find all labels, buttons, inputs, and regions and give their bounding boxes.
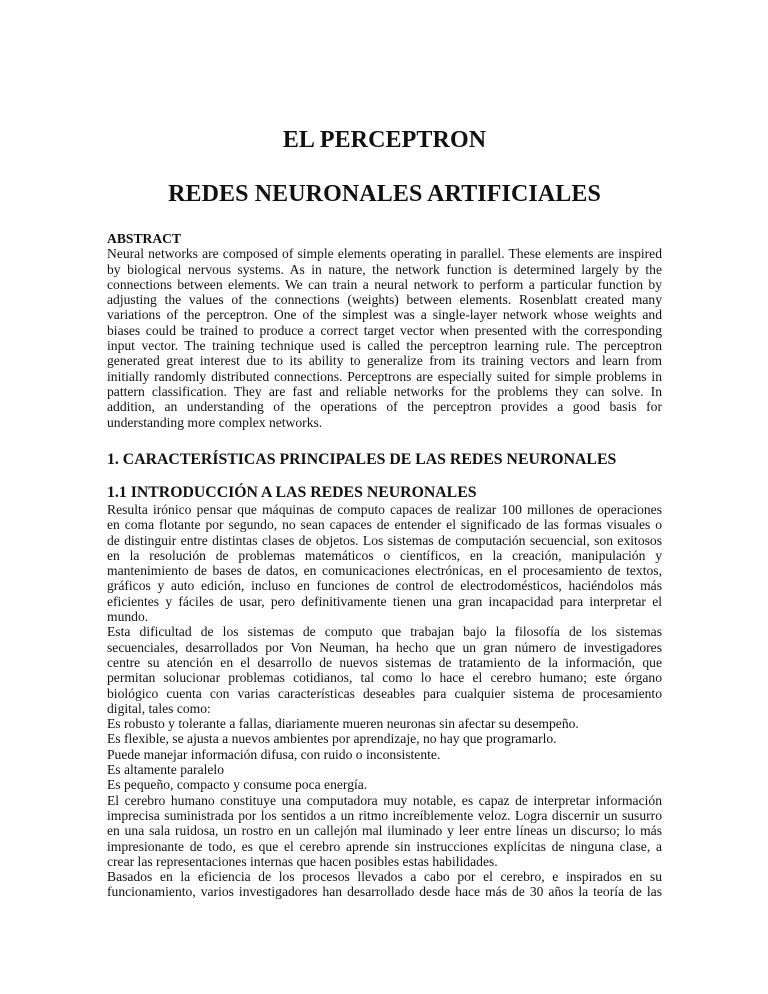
abstract-line: Neural networks are composed of simple elements operating in parallel. These elements are inspired (107, 246, 662, 262)
body-line: centre su atención en el desarrollo de nuevos sistemas de tratamiento de la información, que (107, 654, 662, 670)
abstract-line: generated great interest due to its ability to generalize from its training vectors and learn from (107, 353, 662, 369)
abstract-text (107, 246, 662, 430)
body-line: crear las representaciones internas que hacen posibles estas habilidades. (107, 853, 498, 869)
abstract-heading: ABSTRACT (107, 231, 182, 246)
body-line: en una sala ruidosa, un rostro en un callejón mal iluminado y leer entre líneas un discurso; lo más (107, 823, 662, 839)
body-line: mantenimiento de bases de datos, en comunicaciones electrónicas, en el procesamiento de textos, (107, 563, 662, 579)
body-line: El cerebro humano constituye una computadora muy notable, es capaz de interpretar información (107, 792, 662, 808)
abstract-line: adjusting the values of the connections (weights) between elements. Rosenblatt created many (107, 292, 662, 308)
document-title: EL PERCEPTRON (282, 127, 487, 153)
abstract-line: by biological nervous systems. As in nature, the network function is determined largely by the (107, 261, 662, 277)
section-1-1 (107, 484, 662, 900)
section-body-text (107, 502, 662, 900)
body-line: Es pequeño, compacto y consume poca energía. (107, 777, 368, 793)
body-line: Es altamente paralelo (107, 762, 225, 778)
body-line: Es robusto y tolerante a fallas, diariamente mueren neuronas sin afectar su desempeño. (107, 716, 579, 732)
body-line: impresionante de todo, es que el cerebro aprende sin instrucciones explícitas de ninguna clase, a (107, 838, 662, 854)
body-line: biológico cuenta con varias características deseables para cualquier sistema de procesamiento (107, 685, 662, 701)
body-line: de distinguir entre distintas clases de objetos. Los sistemas de computación secuencial, son exitosos (107, 532, 662, 548)
body-line: Es flexible, se ajusta a nuevos ambientes por aprendizaje, no hay que programarlo. (107, 731, 557, 747)
abstract-line: variations of the perceptron. One of the simplest was a single-layer network whose weights and (107, 307, 662, 323)
abstract-line: input vector. The training technique used is called the perceptron learning rule. The perceptron (107, 338, 662, 354)
section-heading-1-1: 1.1 INTRODUCCIÓN A LAS REDES NEURONALES (107, 484, 477, 501)
body-line: funcionamiento, varios investigadores han desarrollado desde hace más de 30 años la teoría de las (107, 884, 662, 900)
abstract-line: biases could be trained to produce a correct target vector when presented with the corresponding (107, 322, 662, 338)
body-line: permitan solucionar problemas cotidianos, tal como lo hace el cerebro humano; este órgano (107, 670, 662, 686)
body-line: en la resolución de problemas matemáticos o científicos, en la creación, manipulación y (107, 547, 662, 563)
body-line: digital, tales como: (107, 700, 211, 716)
abstract-line: initially randomly distributed connections. Perceptrons are especially suited for simple problems in (107, 368, 662, 384)
body-line: Esta dificultad de los sistemas de computo que trabajan bajo la filosofía de los sistemas (107, 624, 662, 640)
abstract-line: connections between elements. We can train a neural network to perform a particular function by (107, 276, 662, 292)
abstract-line: addition, an understanding of the operations of the perceptron provides a good basis for (107, 399, 662, 415)
abstract-line: pattern classification. They are fast and reliable networks for the problems they can solve. In (107, 383, 662, 399)
body-line: Basados en la eficiencia de los procesos llevados a cabo por el cerebro, e inspirados en su (107, 869, 662, 885)
abstract-line: understanding more complex networks. (107, 414, 323, 430)
body-line: eficientes y fáciles de usar, pero definitivamente tienen una gran incapacidad para interpretar el (107, 593, 662, 609)
body-line: imprecisa suministrada por los sentidos a un ritmo increíblemente veloz. Logra discernir un susurro (107, 807, 662, 823)
body-line: en coma flotante por segundo, no sean capaces de entender el significado de las formas visuales o (107, 517, 662, 533)
body-line: gráficos y auto edición, incluso en funciones de control de electrodomésticos, haciéndolos más (107, 578, 662, 594)
body-line: secuenciales, desarrollados por Von Neuman, ha hecho que un gran número de investigadores (107, 639, 662, 655)
body-line: Puede manejar información difusa, con ruido o inconsistente. (107, 746, 441, 762)
document-subtitle: REDES NEURONALES ARTIFICIALES (168, 181, 601, 207)
body-line: mundo. (107, 609, 149, 625)
section-heading-1: 1. CARACTERÍSTICAS PRINCIPALES DE LAS REDES NEURONALES (107, 451, 617, 468)
abstract-section (107, 231, 662, 430)
body-line: Resulta irónico pensar que máquinas de computo capaces de realizar 100 millones de operaciones (107, 502, 662, 517)
